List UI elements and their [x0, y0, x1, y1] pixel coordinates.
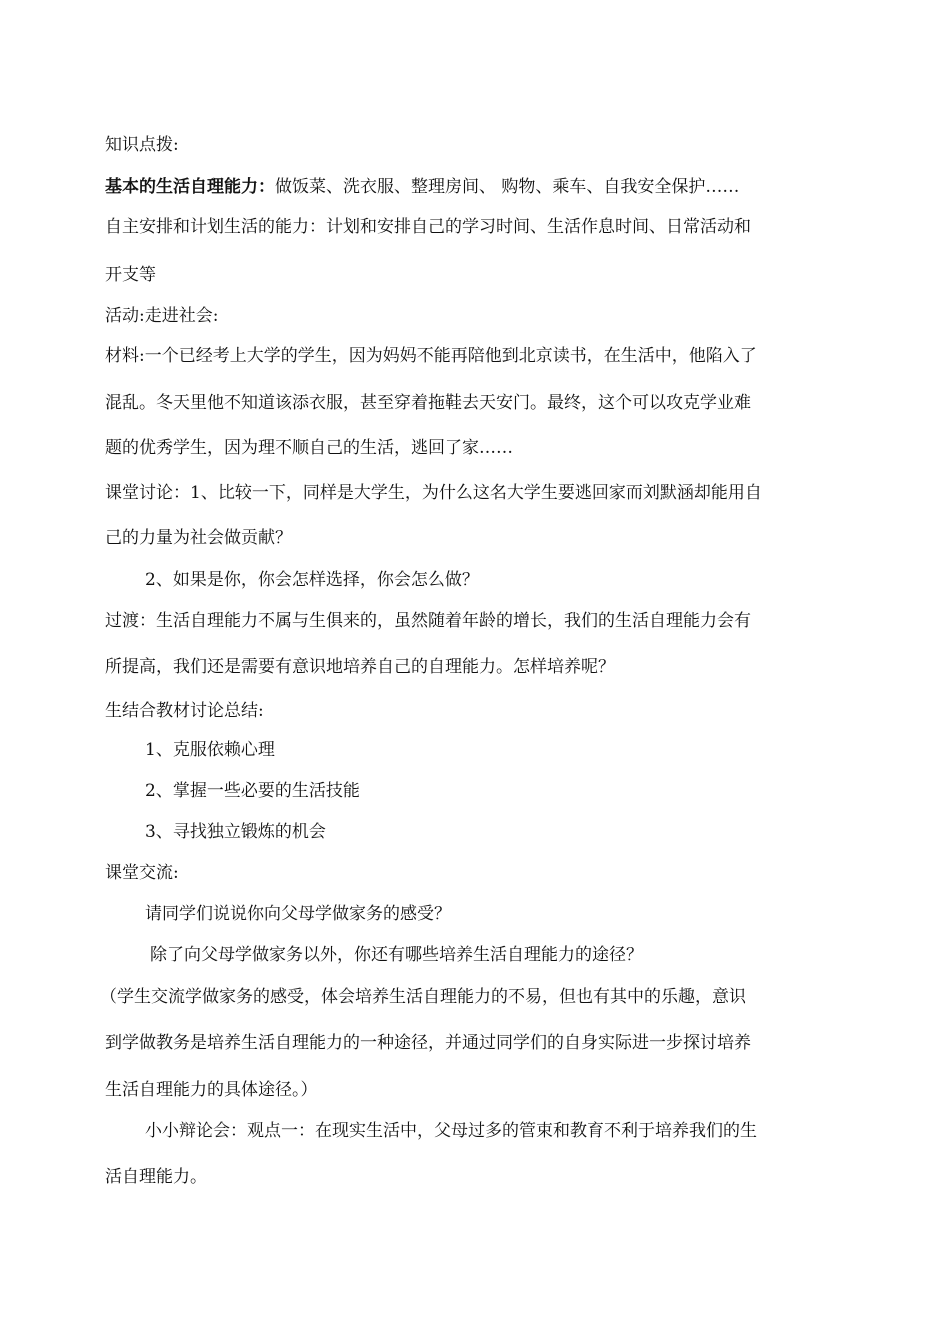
- discussion-q2: 2、如果是你，你会怎样选择，你会怎么做？: [145, 570, 479, 590]
- material-line3: 题的优秀学生，因为理不顺自己的生活，逃回了家……: [105, 438, 513, 458]
- note-line1: （学生交流学做家务的感受，体会培养生活自理能力的不易，但也有其中的乐趣，意识: [100, 987, 746, 1007]
- basic-ability-label: 基本的生活自理能力：: [105, 177, 275, 197]
- debate-line2: 活自理能力。: [105, 1167, 207, 1187]
- note-line2: 到学做教务是培养生活自理能力的一种途径，并通过同学们的自身实际进一步探讨培养: [105, 1033, 751, 1053]
- transition-line2: 所提高，我们还是需要有意识地培养自己的自理能力。怎样培养呢？: [105, 657, 615, 677]
- discussion-line1: 课堂讨论：1、比较一下，同样是大学生，为什么这名大学生要逃回家而刘默涵却能用自: [105, 483, 762, 503]
- exchange-heading: 课堂交流:: [105, 863, 179, 883]
- summary-item-1: 1、克服依赖心理: [145, 740, 275, 760]
- exchange-q1: 请同学们说说你向父母学做家务的感受？: [145, 904, 451, 924]
- discussion-line2: 己的力量为社会做贡献？: [105, 528, 292, 548]
- summary-item-2: 2、掌握一些必要的生活技能: [145, 781, 360, 801]
- plan-ability-line2: 开支等: [105, 265, 156, 285]
- debate-line1: 小小辩论会：观点一：在现实生活中，父母过多的管束和教育不利于培养我们的生: [145, 1121, 757, 1141]
- plan-ability-line1: 自主安排和计划生活的能力：计划和安排自己的学习时间、生活作息时间、日常活动和: [105, 217, 751, 237]
- basic-ability-line: [105, 176, 739, 198]
- transition-line1: 过渡：生活自理能力不属与生俱来的，虽然随着年龄的增长，我们的生活自理能力会有: [105, 611, 751, 631]
- basic-ability-text: 做饭菜、洗衣服、整理房间、 购物、乘车、自我安全保护……: [275, 177, 740, 197]
- knowledge-heading: 知识点拨:: [105, 135, 179, 155]
- activity-heading: 活动:走进社会:: [105, 306, 219, 326]
- exchange-q2: 除了向父母学做家务以外，你还有哪些培养生活自理能力的途径？: [150, 945, 643, 965]
- summary-item-3: 3、寻找独立锻炼的机会: [145, 822, 326, 842]
- summary-heading: 生结合教材讨论总结:: [105, 701, 264, 721]
- note-line3: 生活自理能力的具体途径。）: [105, 1080, 318, 1100]
- material-line1: 材料:一个已经考上大学的学生，因为妈妈不能再陪他到北京读书，在生活中，他陷入了: [105, 346, 757, 366]
- material-line2: 混乱。冬天里他不知道该添衣服，甚至穿着拖鞋去天安门。最终，这个可以攻克学业难: [105, 393, 751, 413]
